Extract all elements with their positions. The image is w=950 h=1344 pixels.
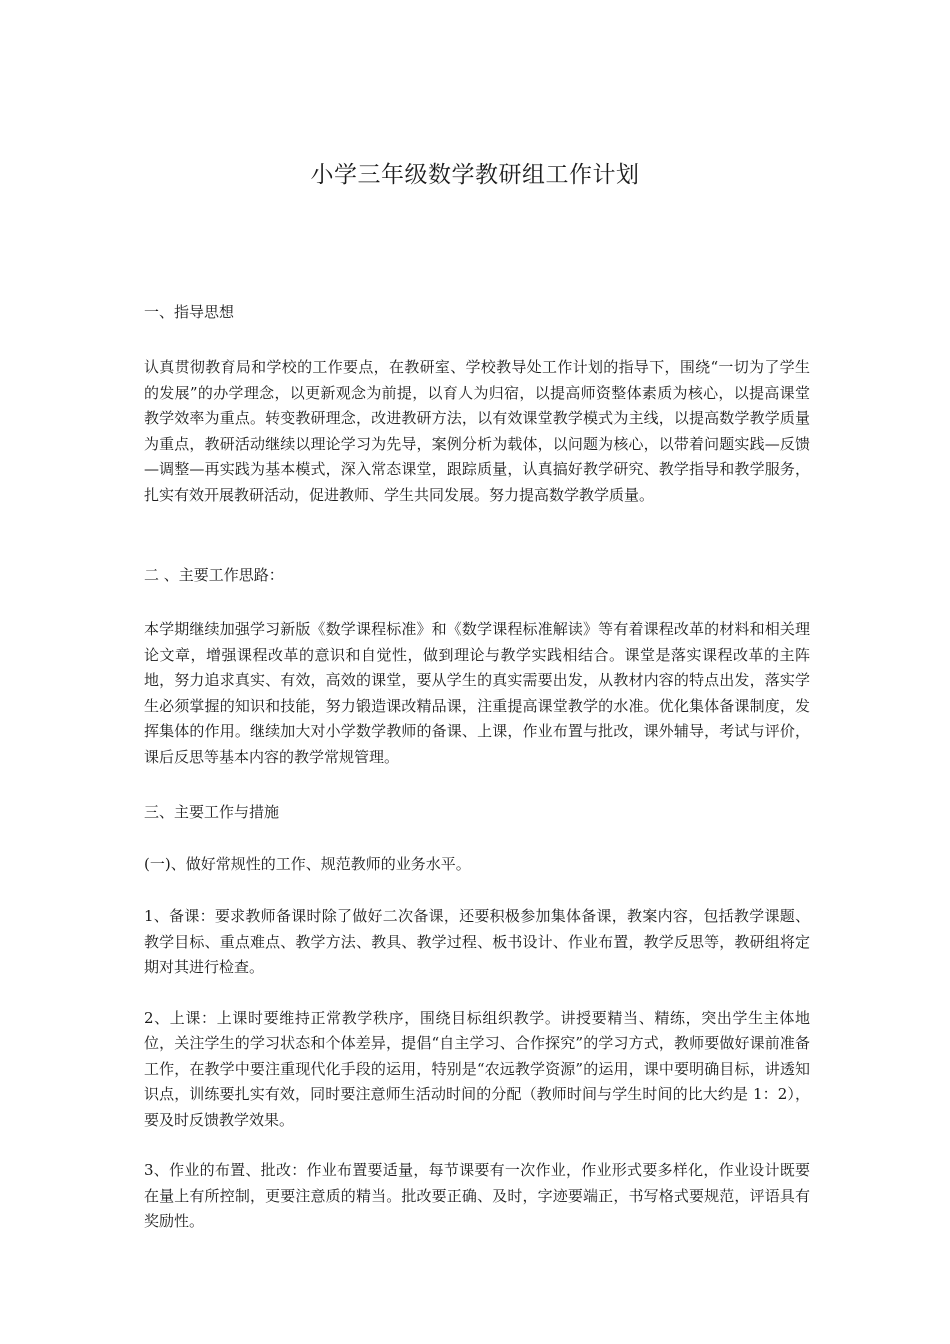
section-heading-1: 一、指导思想	[144, 303, 235, 321]
section-heading-3: 三、主要工作与措施	[144, 803, 280, 821]
section-heading-2: 二 、主要工作思路：	[144, 566, 284, 584]
item-teaching: 2、上课：上课时要维持正常教学秩序，围绕目标组织教学。讲授要精当、精练，突出学生主体地位，关注学生的学习状态和个体差异，提倡“自主学习、合作探究”的学习方式，教师要做好课前准备工作，在教学中要注重现代化手段的运用，特别是“农远教学资源”的运用，课中要明确目标，讲透知识点，训练要扎实有效，同时要注意师生活动时间的分配（教师时间与学生时间的比大约是 1：2），要及时反馈教学效果。	[144, 1008, 810, 1129]
item-prep: 1、备课：要求教师备课时除了做好二次备课，还要积极参加集体备课，教案内容，包括教学课题、教学目标、重点难点、教学方法、教具、教学过程、板书设计、作业布置，教学反思等，教研组将定期对其进行检查。	[144, 907, 810, 976]
subsection-heading-1: (一)、做好常规性的工作、规范教师的业务水平。	[144, 855, 471, 873]
item-homework: 3、作业的布置、批改：作业布置要适量，每节课要有一次作业，作业形式要多样化，作业设计既要在量上有所控制，更要注意质的精当。批改要正确、及时，字迹要端正，书写格式要规范，评语具有奖励性。	[144, 1161, 810, 1230]
section-1-paragraph: 认真贯彻教育局和学校的工作要点，在教研室、学校教导处工作计划的指导下，围绕“一切为了学生的发展”的办学理念，以更新观念为前提，以育人为归宿，以提高师资整体素质为核心，以提高课堂教学效率为重点。转变教研理念，改进教研方法，以有效课堂教学模式为主线，以提高数学教学质量为重点，教研活动继续以理论学习为先导，案例分析为载体，以问题为核心，以带着问题实践—反馈—调整—再实践为基本模式，深入常态课堂，跟踪质量，认真搞好教学研究、教学指导和教学服务，扎实有效开展教研活动，促进教师、学生共同发展。努力提高数学教学质量。	[144, 358, 810, 504]
section-2-paragraph: 本学期继续加强学习新版《数学课程标准》和《数学课程标准解读》等有着课程改革的材料和相关理论文章，增强课程改革的意识和自觉性，做到理论与教学实践相结合。课堂是落实课程改革的主阵地，努力追求真实、有效，高效的课堂，要从学生的真实需要出发，从教材内容的特点出发，落实学生必须掌握的知识和技能，努力锻造课改精品课，注重提高课堂教学的水准。优化集体备课制度，发挥集体的作用。继续加大对小学数学教师的备课、上课，作业布置与批改，课外辅导，考试与评价，课后反思等基本内容的教学常规管理。	[144, 620, 810, 766]
document-body	[144, 300, 810, 1235]
document-title: 小学三年级数学教研组工作计划	[310, 162, 640, 188]
